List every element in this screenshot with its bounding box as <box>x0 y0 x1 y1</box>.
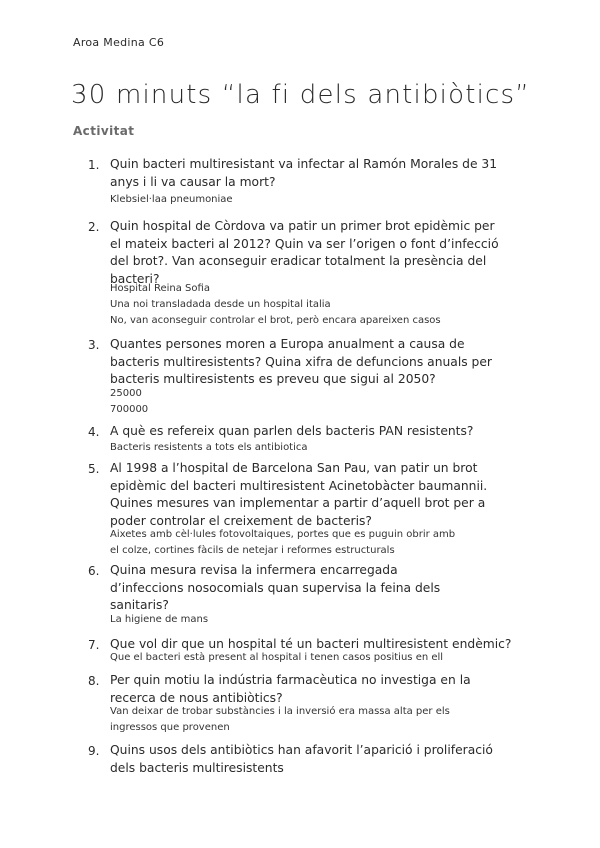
question-text: A què es refereix quan parlen dels bacteris PAN resistents? <box>110 424 474 438</box>
question-number: 2. <box>88 220 100 234</box>
author-name: Aroa Medina C6 <box>73 36 165 49</box>
question-number: 6. <box>88 564 100 578</box>
answer-text: 25000 700000 <box>110 388 149 415</box>
question-text: Que vol dir que un hospital té un bacteri multiresistent endèmic? <box>110 637 512 651</box>
question-text: Per quin motiu la indústria farmacèutica no investiga en la recerca de nous antibiòtics? <box>110 673 471 705</box>
answer-text: Klebsiel·laa pneumoniae <box>110 194 233 205</box>
question-number: 5. <box>88 462 100 476</box>
answer-text: Van deixar de trobar substàncies i la inversió era massa alta per els ingressos que provenen <box>110 706 450 733</box>
page-title: 30 minuts “la fi dels antibiòtics” <box>71 80 530 110</box>
question-text: Quina mesura revisa la infermera encarregada d’infeccions nosocomials quan supervisa la feina dels sanitaris? <box>110 563 441 612</box>
answer-text: Aixetes amb cèl·lules fotovoltaiques, portes que es puguin obrir amb el colze, cortines fàcils de netejar i reformes estructurals <box>110 529 456 556</box>
section-heading: Activitat <box>73 124 135 138</box>
question-number: 8. <box>88 674 100 688</box>
question-number: 9. <box>88 744 100 758</box>
question-text: Quantes persones moren a Europa anualment a causa de bacteris multiresistents? Quina xifra de defuncions anuals per bacteris multiresistents es preveu que sigui al 2050? <box>110 337 492 386</box>
question-number: 3. <box>88 338 100 352</box>
question-number: 1. <box>88 158 100 172</box>
answer-text: Que el bacteri està present al hospital i tenen casos positius en ell <box>110 652 444 663</box>
question-text: Quin bacteri multiresistant va infectar al Ramón Morales de 31 anys i li va causar la mort? <box>110 157 498 189</box>
answer-text: Bacteris resistents a tots els antibiotica <box>110 442 308 453</box>
answer-text: Hospital Reina Sofia Una noi transladada desde un hospital italia No, van aconseguir controlar el brot, però encara apareixen casos <box>110 283 441 326</box>
question-text: Al 1998 a l’hospital de Barcelona San Pau, van patir un brot epidèmic del bacteri multiresistent Acinetobàcter baumannii. Quines mesures van implementar a partir d’aquell brot per a poder controlar el creixement de bacteris? <box>110 461 488 528</box>
question-text: Quins usos dels antibiòtics han afavorit l’aparició i proliferació dels bacteris multiresistents <box>110 743 493 775</box>
question-number: 4. <box>88 425 100 439</box>
question-number: 7. <box>88 638 100 652</box>
answer-text: La higiene de mans <box>110 614 209 625</box>
question-text: Quin hospital de Còrdova va patir un primer brot epidèmic per el mateix bacteri al 2012? Quin va ser l’origen o font d’infecció del brot?. Van aconseguir eradicar totalment la presència del bacteri? <box>110 219 499 286</box>
